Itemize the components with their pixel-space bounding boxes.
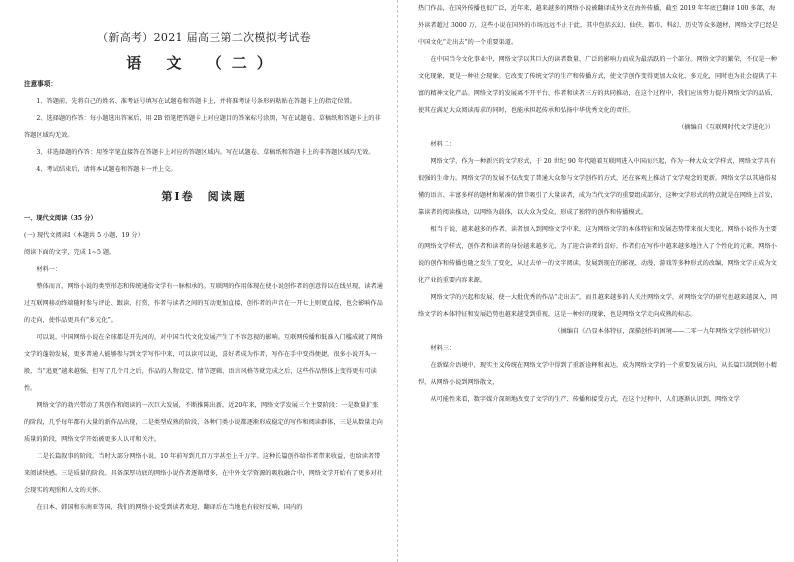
- part1-subheading: (一) 现代文阅读Ⅰ（本题共 5 小题，19 分）: [24, 232, 144, 239]
- instruction: 阅读下面的文字，完成 1~5 题。: [24, 249, 116, 256]
- column-divider: [397, 0, 398, 562]
- paragraph: 在中国当今文化事业中，网络文学以其巨大的读者数量、广泛的影响力而成为最活跃的一个部分。网络文学的繁荣，不仅是一种文化现象，更是一种社会现象。它改变了传统文学的生产和传播方式，使文学创作变得更加大众化、多元化，同时也为社会提供了丰富的精神文化产品。网络文学的发展离不开平台、作者和读者三方的共同推动，在这个过程中，我们应该努力提升网络文学的品质，使其在满足大众阅读需求的同时，也能承担起传承和弘扬中华优秀文化的责任。: [418, 56, 777, 114]
- note-item: 1、答题前，先将自己的姓名、准考证号填写在试题卷和答题卡上，并将准考证号条形码粘贴在答题卡上的指定位置。: [36, 98, 356, 105]
- material1-paragraph: 可以说，中国网络小说在全球都是开先河的，对中国当代文化发展产生了不容忽视的影响。互联网传播和低准入门槛成就了网络文学的蓬勃发展，更多普通人能够参与到文学写作中来，可以读可以说，喜好者成为作者，写作在手中变得便捷。很多小说开头一般，当“追更”越来越强，但写了几个月之后，作品的人物设定、情节逻辑、语言风格等就完成之后，这些作品整体上变得更有可读性。: [24, 334, 383, 392]
- material1-label: 材料一：: [36, 266, 62, 273]
- subject-title: 语 文 （二）: [126, 54, 282, 72]
- note-item: 4、考试结束后，请将本试题卷和答题卡一并上交。: [36, 166, 177, 173]
- right-column: [418, 0, 778, 408]
- section-title: 第Ⅰ卷 阅读题: [161, 190, 247, 203]
- material3-label: 材料三：: [430, 345, 456, 352]
- material2-paragraph: 相当于说，越来越多的作者、读者加入到网络文学中来，这为网络文学的本体特征和发展态势带来很大变化，网络小说作为主要的网络文学样式，创作者和读者的身份越来越多元，为了迎合读者的喜好，作者们在写作中越来越多地注入了个性化的元素，网络小说的创作和传播也随之发生了变化，从过去单一的文字阅读，发展到现在的影视、动漫、游戏等多种形式的改编，网络文学正成为文化产业的重要内容来源。: [418, 226, 777, 284]
- source-citation: （摘编自《凸显本体特征，深描创作的困境——二零一九年网络文学创作研究》）: [554, 328, 774, 335]
- part1-heading: 一、现代文阅读（35 分）: [24, 215, 97, 222]
- material1-paragraph: 整体而言，网络小说的类型形态和传统通俗文学有一脉相承的。互联网的作用体现在使小说创作者的创意得以在线呈现，读者通过互联网移动终端随时参与评论、跟读、打赏，作者与读者之间的互动更加直接，创作者的声音在一开七上则更直接，也会影响作品的走向，使作品更具有“多元化”。: [24, 283, 383, 324]
- material1-paragraph: 在日本、韩国和东南亚等国，我们的网络小说受到读者欢迎，翻译后在当地也有较好反响，国内的: [36, 504, 303, 511]
- continued-paragraph: 热门作品，在国外传播也很广泛，近年来，越来越多的网络小说被翻译成外文在海外传播，截至 2019 年年底已翻译 100 多部，海外读者超过 3000 万，这些小说在国外的市场远远不止于此，其中包括玄幻、仙侠、都市、科幻、历史等众多题材，网络文学已经是中国文化“走出去”的一个重要渠道。: [418, 5, 778, 46]
- material1-paragraph: 网络文学的勃兴带动了其创作和阅读的一次巨大发展，不断推陈出新。近20年来，网络文学发展三个主要阶段：一是数量扩张的阶段，几乎每年都有大量的新作品出现，二是类型成熟的阶段，各种门类小说都逐渐形成稳定的写作和阅读群体，三是从数量走向质量的阶段，网络文学开始被更多人认可和关注。: [24, 402, 383, 443]
- material2-paragraph: 网络文学，作为一种新兴的文学形式，于 20 世纪 90 年代随着互联网进入中国而兴起，作为一种大众文学样式，网络文学具有很强的生命力。网络文学的发展不仅改变了普通大众参与文学创作的方式，还在客观上推动了文学观念的更新。网络文学以其通俗易懂的语言、丰富多样的题材和紧凑的情节吸引了大量读者，成为当代文学的重要组成部分，这种文学形式的特点就是在网络上首发，靠读者的阅读推动，以网络为载体，以大众为受众，形成了独特的创作和传播模式。: [418, 158, 777, 216]
- material2-label: 材料二：: [430, 141, 456, 148]
- note-item: 2、选择题的作答：每小题选出答案后，用 2B 铅笔把答题卡上对应题目的答案标号涂黑，写在试题卷、草稿纸和答题卡上的非答题区域均无效。: [24, 115, 381, 139]
- exam-title: （新高考）2021 届高三第二次模拟考试卷: [97, 31, 311, 44]
- notes-heading: 注意事项：: [24, 80, 57, 88]
- material3-paragraph: 从可能性来看，数字媒介深刻地改变了文学的生产、传播和接受方式，在这个过程中，人们逐渐认识到，网络文学: [430, 396, 740, 403]
- left-column: [24, 0, 384, 516]
- note-item: 3、非选择题的作答：用签字笔直接答在答题卡上对应的答题区域内。写在试题卷、草稿纸和答题卡上的非答题区域均无效。: [36, 149, 375, 156]
- material2-paragraph: 网络文学的兴起和发展，使一大批优秀的作品“走出去”，而且越来越多的人关注网络文学，对网络文学的研究也越来越深入，网络文学的本体特征和发展趋势也越来越受到重视，这是一种好的现象，也是网络文学走向成熟的标志。: [418, 294, 778, 318]
- source-citation: （摘编自《互联网时代文学进化》）: [678, 124, 774, 131]
- material3-paragraph: 在新媒介语境中，现实主义传统在网络文学中得到了重新诠释和表达，成为网络文学的一个重要发展方向，从长篇巨制到短小精悍，从网络小说到网络散文，: [418, 362, 777, 386]
- material1-paragraph: 二是长篇叙事的阶段。当时大部分网络小说，10 年前写到几百万字甚至上千万字。这种长篇创作给作者带来收益，也给读者带来阅读快感。三是质量的阶段。具备深厚功底的网络小说作者逐渐增多，在中外文学资源的吸收融合中，网络文学开始有了更多对社会现实的观照和人文的关怀。: [24, 453, 383, 494]
